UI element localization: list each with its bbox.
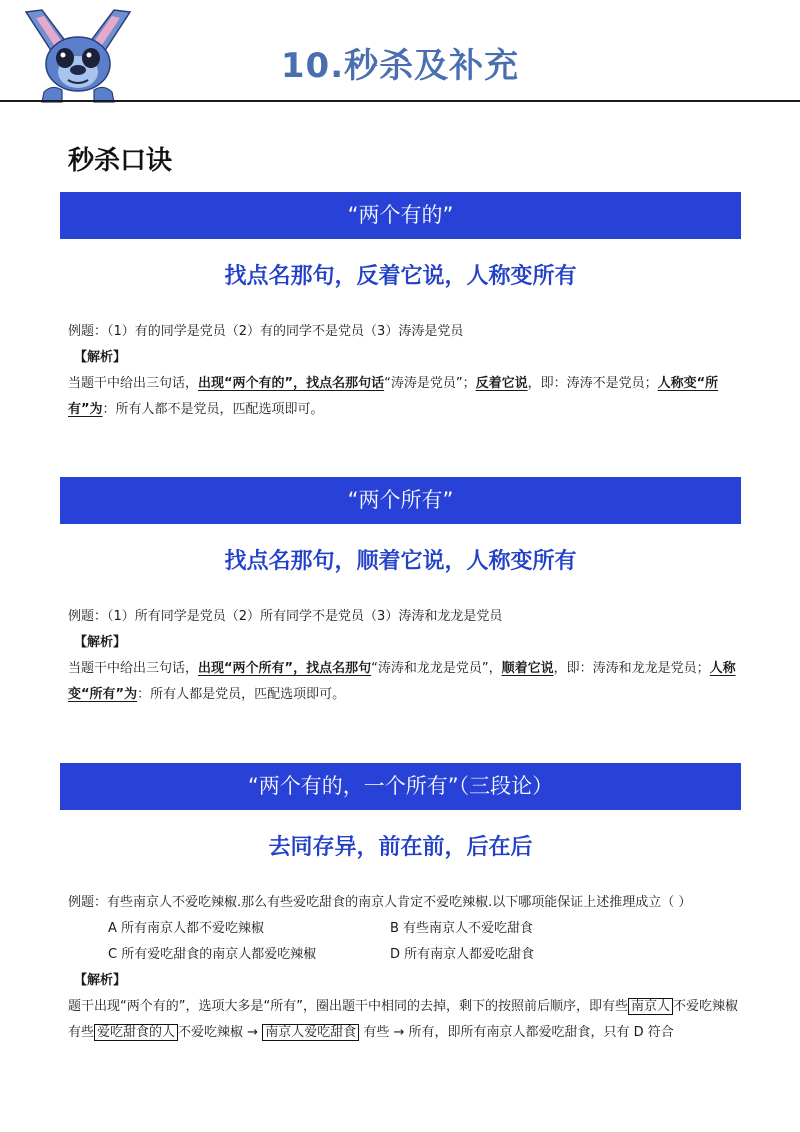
rule-line: 找点名那句，反着它说，人称变所有 (224, 264, 577, 289)
example-question: 例题：（1）有的同学是党员（2）有的同学不是党员（3）涛涛是党员 (68, 324, 464, 339)
analysis-tag: 【解析】 (74, 973, 127, 988)
analysis-text (68, 371, 741, 423)
example-block (68, 319, 741, 423)
option-d: D 所有南京人都爱吃甜食 (390, 947, 535, 962)
analysis-part: “涛涛是党员”； (384, 376, 476, 391)
header-divider (0, 100, 800, 102)
analysis-part: ：所有人都不是党员，匹配选项即可。 (102, 402, 324, 417)
boxed-term: 南京人爱吃甜食 (262, 1024, 359, 1041)
example-block (68, 604, 741, 708)
option-b: B 有些南京人不爱吃甜食 (390, 921, 534, 936)
section-banner: “两个有的” (60, 192, 741, 239)
analysis-tag: 【解析】 (74, 635, 127, 650)
analysis-emphasis: 出现“两个所有”，找点名那句 (198, 661, 372, 676)
section-two-youde (60, 192, 741, 423)
analysis-text (68, 656, 741, 708)
boxed-term: 南京人 (628, 998, 673, 1015)
example-question: 例题：（1）所有同学是党员（2）所有同学不是党员（3）涛涛和龙龙是党员 (68, 609, 503, 624)
analysis-text (68, 994, 741, 1046)
page-header (0, 0, 800, 104)
analysis-part: 不爱吃辣椒 有些 (68, 999, 738, 1040)
analysis-part: ：所有人都是党员，匹配选项即可。 (137, 687, 346, 702)
analysis-part: ，即：涛涛和龙龙是党员； (553, 661, 710, 676)
rule-line: 去同存异，前在前，后在后 (268, 835, 533, 860)
section-two-suoyou (60, 477, 741, 708)
analysis-emphasis: 顺着它说 (501, 661, 554, 676)
example-block (68, 890, 741, 1046)
analysis-emphasis: 反着它说 (475, 376, 528, 391)
analysis-part: ，即：涛涛不是党员； (527, 376, 658, 391)
page-title: 10.秒杀及补充 (280, 46, 520, 86)
option-c: C 所有爱吃甜食的南京人都爱吃辣椒 (108, 947, 317, 962)
section-syllogism (60, 763, 741, 1046)
answer-options (108, 916, 741, 968)
analysis-part: 有些 → 所有，即所有南京人都爱吃甜食，只有 D 符合 (359, 1025, 674, 1040)
analysis-emphasis: 人称变“所有”为 (68, 376, 719, 417)
example-question: 例题：有些南京人不爱吃辣椒.那么有些爱吃甜食的南京人肯定不爱吃辣椒.以下哪项能保证上述推理成立（ ） (68, 895, 692, 910)
rule-line: 找点名那句，顺着它说，人称变所有 (224, 549, 577, 574)
analysis-emphasis: 人称变“所有”为 (68, 661, 736, 702)
section-banner: “两个有的，一个所有”（三段论） (60, 763, 741, 810)
section-banner: “两个所有” (60, 477, 741, 524)
analysis-part: 当题干中给出三句话， (68, 376, 199, 391)
section-heading: 秒杀口诀 (68, 146, 173, 176)
analysis-part: “涛涛和龙龙是党员”， (371, 661, 502, 676)
analysis-part: 题干出现“两个有的”，选项大多是“所有”，圈出题干中相同的去掉，剩下的按照前后顺序，即有些 (68, 999, 628, 1014)
analysis-part: 不爱吃辣椒 → (178, 1025, 263, 1040)
analysis-part: 当题干中给出三句话， (68, 661, 199, 676)
option-a: A 所有南京人都不爱吃辣椒 (108, 921, 265, 936)
analysis-tag: 【解析】 (74, 350, 127, 365)
boxed-term: 爱吃甜食的人 (94, 1024, 178, 1041)
analysis-emphasis: 出现“两个有的”，找点名那句话 (198, 376, 385, 391)
